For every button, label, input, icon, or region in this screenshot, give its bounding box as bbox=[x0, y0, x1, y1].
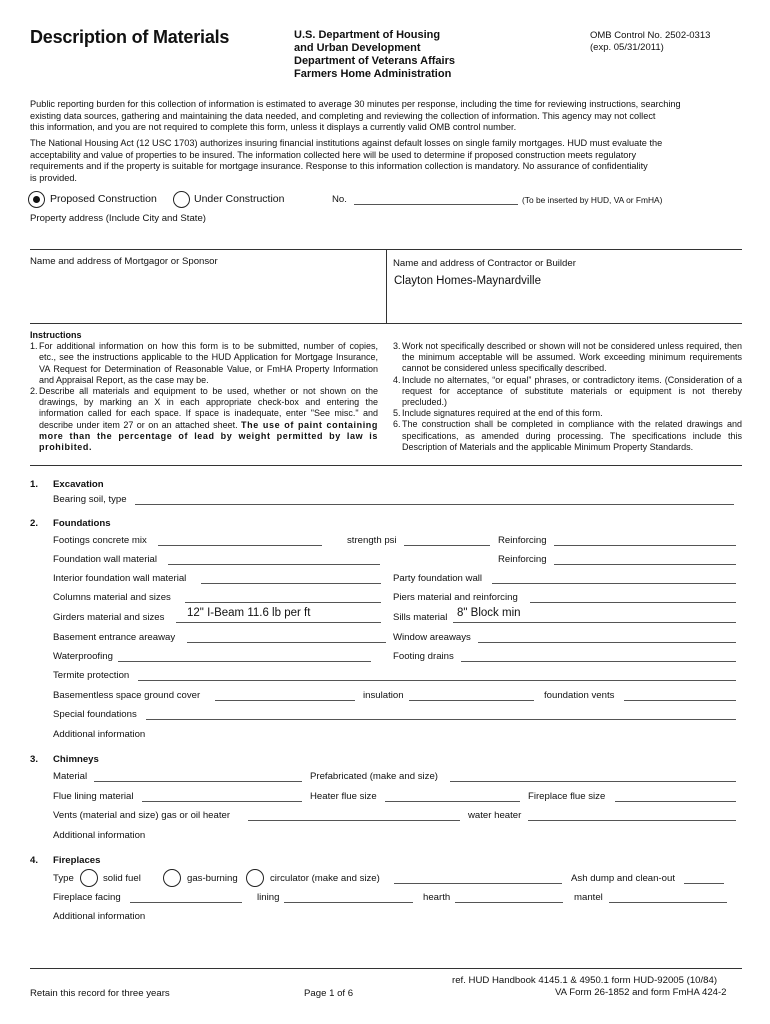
circulator-label: circulator (make and size) bbox=[270, 873, 380, 884]
chimney-material-label: Material bbox=[53, 771, 88, 782]
foundation-wall-label: Foundation wall material bbox=[53, 554, 157, 565]
burden-line: this information, and you are not required to complete this form, unless it displays a currently valid OMB control number. bbox=[30, 122, 517, 133]
instruction-item bbox=[393, 408, 742, 419]
fireplace-flue-label: Fireplace flue size bbox=[528, 791, 606, 802]
divider bbox=[30, 465, 742, 466]
agency-line: Farmers Home Administration bbox=[294, 68, 452, 80]
vents-label: Vents (material and size) gas or oil heater bbox=[53, 810, 231, 821]
case-number-hint: (To be inserted by HUD, VA or FmHA) bbox=[522, 195, 663, 205]
contractor-label: Name and address of Contractor or Builder bbox=[393, 258, 576, 269]
solid-fuel-radio[interactable] bbox=[80, 869, 98, 887]
footing-drains-field[interactable] bbox=[461, 661, 736, 662]
form-reference-2: VA Form 26-1852 and form FmHA 424-2 bbox=[555, 987, 727, 998]
instructions-left bbox=[30, 330, 378, 453]
chimney-material-field[interactable] bbox=[94, 781, 302, 782]
case-number-label: No. bbox=[332, 194, 347, 205]
instruction-item bbox=[393, 341, 742, 375]
piers-label: Piers material and reinforcing bbox=[393, 592, 518, 603]
form-title: Description of Materials bbox=[30, 27, 230, 47]
instruction-number: 1. bbox=[30, 341, 38, 352]
omb-block bbox=[590, 30, 710, 53]
water-heater-label: water heater bbox=[468, 810, 522, 821]
sills-value[interactable]: 8" Block min bbox=[457, 607, 521, 619]
proposed-construction-radio[interactable] bbox=[28, 191, 45, 208]
mantel-field[interactable] bbox=[609, 902, 727, 903]
special-foundations-field[interactable] bbox=[146, 719, 736, 720]
bearing-soil-label: Bearing soil, type bbox=[53, 494, 127, 505]
nha-line: The National Housing Act (12 USC 1703) authorizes insuring financial institutions against default losses on single family mortgages. HUD must evaluate the bbox=[30, 138, 663, 148]
heater-flue-field[interactable] bbox=[385, 801, 520, 802]
interior-wall-field[interactable] bbox=[201, 583, 381, 584]
waterproofing-label: Waterproofing bbox=[53, 651, 113, 662]
columns-field[interactable] bbox=[185, 602, 381, 603]
interior-wall-label: Interior foundation wall material bbox=[53, 573, 187, 584]
instruction-text: Describe all materials and equipment to be used, whether or not shown on the drawings, by marking an X in each appropriate check-box and entering the information called for each space. If space is inadequate, enter "See misc." and describe under item 27 or on an attached sheet. bbox=[39, 386, 378, 430]
instruction-text: For additional information on how this form is to be submitted, number of copies, etc., see the instructions applicable to the HUD Application for Mortgage Insurance, VA Request for Determination of Reasonable Value, or FmHA Property Information and Appraisal Report, as the case may be. bbox=[39, 341, 378, 385]
additional-info-label: Additional information bbox=[53, 830, 146, 841]
omb-control-number: OMB Control No. 2502-0313 bbox=[590, 30, 711, 41]
retain-notice: Retain this record for three years bbox=[30, 988, 170, 999]
additional-info-label: Additional information bbox=[53, 729, 146, 740]
instruction-item bbox=[30, 341, 378, 386]
flue-lining-label: Flue lining material bbox=[53, 791, 134, 802]
circulator-field[interactable] bbox=[394, 883, 562, 884]
section-number: 2. bbox=[30, 518, 39, 529]
hearth-field[interactable] bbox=[455, 902, 563, 903]
agency-block bbox=[294, 29, 455, 81]
termite-field[interactable] bbox=[138, 680, 736, 681]
heater-flue-label: Heater flue size bbox=[310, 791, 377, 802]
fireplace-facing-field[interactable] bbox=[130, 902, 242, 903]
page-number: Page 1 of 6 bbox=[304, 988, 354, 999]
agency-line: and Urban Development bbox=[294, 42, 421, 54]
water-heater-field[interactable] bbox=[528, 820, 736, 821]
foundation-vents-label: foundation vents bbox=[544, 690, 615, 701]
strength-field[interactable] bbox=[404, 545, 490, 546]
foundation-vents-field[interactable] bbox=[624, 700, 736, 701]
section-number: 4. bbox=[30, 855, 39, 866]
mantel-label: mantel bbox=[574, 892, 603, 903]
bearing-soil-field[interactable] bbox=[135, 504, 734, 505]
reinforcing-field[interactable] bbox=[554, 545, 736, 546]
prefabricated-field[interactable] bbox=[450, 781, 736, 782]
burden-line: Public reporting burden for this collection of information is estimated to average 30 minutes per response, including the time for reviewing instructions, searching bbox=[30, 99, 681, 109]
insulation-label: insulation bbox=[363, 690, 404, 701]
agency-line: U.S. Department of Housing bbox=[294, 29, 441, 41]
under-construction-radio[interactable] bbox=[173, 191, 190, 208]
lining-field[interactable] bbox=[284, 902, 413, 903]
instruction-item bbox=[393, 419, 742, 453]
footings-field[interactable] bbox=[158, 545, 322, 546]
property-address-label: Property address (Include City and State) bbox=[30, 213, 206, 224]
case-number-field[interactable] bbox=[354, 204, 518, 205]
section-title-excavation: Excavation bbox=[53, 479, 104, 490]
instruction-text: Work not specifically described or shown will not be considered unless required, then the minimum acceptable will be assumed. Work exceeding minimum requirements cannot be considered unless specifically described. bbox=[402, 341, 742, 374]
basement-entrance-field[interactable] bbox=[187, 642, 386, 643]
hearth-label: hearth bbox=[423, 892, 451, 903]
ash-dump-field[interactable] bbox=[684, 883, 724, 884]
reinforcing-label: Reinforcing bbox=[498, 535, 547, 546]
footer-divider bbox=[30, 968, 742, 969]
instruction-item bbox=[393, 375, 742, 409]
girders-value[interactable]: 12" I-Beam 11.6 lb per ft bbox=[187, 607, 311, 619]
instruction-text: The construction shall be completed in compliance with the related drawings and specifications, as amended during processing. The specifications include this Description of Materials and the applicable Minimum Property Standards. bbox=[402, 419, 742, 452]
instructions-heading: Instructions bbox=[30, 330, 82, 340]
additional-info-label: Additional information bbox=[53, 911, 146, 922]
window-areaways-label: Window areaways bbox=[393, 632, 471, 643]
instruction-text: Include no alternates, “or equal” phrases, or contradictory items. (Consideration of a request for acceptance of substitute materials or equipment is not thereby precluded.) bbox=[402, 374, 742, 408]
basement-entrance-label: Basement entrance areaway bbox=[53, 632, 176, 643]
section-title-foundations: Foundations bbox=[53, 518, 111, 529]
columns-label: Columns material and sizes bbox=[53, 592, 171, 603]
nha-line: requirements and if the property is suitable for mortgage insurance. Response to this information collection is mandatory. No assurance of confidentiality bbox=[30, 161, 648, 172]
instruction-number: 3. bbox=[393, 341, 401, 351]
piers-field[interactable] bbox=[530, 602, 736, 603]
flue-lining-field[interactable] bbox=[142, 801, 302, 802]
mortgagor-label: Name and address of Mortgagor or Sponsor bbox=[30, 256, 218, 267]
footing-drains-label: Footing drains bbox=[393, 651, 454, 662]
girders-label: Girders material and sizes bbox=[53, 612, 165, 623]
burden-notice bbox=[30, 99, 742, 134]
basementless-label: Basementless space ground cover bbox=[53, 690, 201, 701]
nha-line: is provided. bbox=[30, 172, 77, 183]
nha-line: acceptability and value of properties to be insured. The information collected here will be used to determine if proposed construction meets regulatory bbox=[30, 149, 637, 160]
reinforcing-2-label: Reinforcing bbox=[498, 554, 547, 565]
termite-label: Termite protection bbox=[53, 670, 130, 681]
gas-burning-label: gas-burning bbox=[187, 873, 238, 884]
instruction-number: 4. bbox=[393, 374, 401, 385]
reinforcing-2-field[interactable] bbox=[554, 564, 736, 565]
strength-label: strength psi bbox=[347, 535, 397, 546]
omb-expiration: (exp. 05/31/2011) bbox=[590, 41, 664, 53]
prefabricated-label: Prefabricated (make and size) bbox=[310, 771, 438, 782]
party-wall-label: Party foundation wall bbox=[393, 573, 483, 584]
lining-label: lining bbox=[257, 892, 280, 903]
vents-field[interactable] bbox=[248, 820, 460, 821]
section-title-chimneys: Chimneys bbox=[53, 754, 99, 765]
divider bbox=[30, 323, 742, 324]
instruction-number: 6. bbox=[393, 419, 401, 430]
fireplace-type-label: Type bbox=[53, 873, 74, 884]
contractor-value[interactable]: Clayton Homes-Maynardville bbox=[394, 275, 541, 287]
party-wall-field[interactable] bbox=[492, 583, 736, 584]
under-construction-label: Under Construction bbox=[194, 193, 285, 205]
ash-dump-label: Ash dump and clean-out bbox=[571, 873, 675, 884]
footings-label: Footings concrete mix bbox=[53, 535, 147, 546]
instructions-right bbox=[393, 341, 742, 453]
section-title-fireplaces: Fireplaces bbox=[53, 855, 101, 866]
sills-field[interactable] bbox=[453, 622, 736, 623]
fireplace-facing-label: Fireplace facing bbox=[53, 892, 121, 903]
burden-line: existing data sources, gathering and maintaining the data needed, and completing and reviewing the collection of information. This agency may not collect bbox=[30, 110, 656, 121]
agency-line: Department of Veterans Affairs bbox=[294, 55, 455, 67]
waterproofing-field[interactable] bbox=[118, 661, 371, 662]
special-foundations-label: Special foundations bbox=[53, 709, 137, 720]
insulation-field[interactable] bbox=[409, 700, 534, 701]
sills-label: Sills material bbox=[393, 612, 448, 623]
nha-notice bbox=[30, 138, 742, 184]
instruction-text: Include signatures required at the end of this form. bbox=[402, 408, 603, 419]
lead-paint-warning: The use of paint containing more than the percentage of lead by weight permitted by law is prohibited. bbox=[39, 419, 378, 453]
instruction-item bbox=[30, 386, 378, 453]
window-areaways-field[interactable] bbox=[478, 642, 736, 643]
section-number: 1. bbox=[30, 479, 39, 490]
fireplace-flue-field[interactable] bbox=[615, 801, 736, 802]
girders-field[interactable] bbox=[176, 622, 381, 623]
gas-burning-radio[interactable] bbox=[163, 869, 181, 887]
solid-fuel-label: solid fuel bbox=[103, 873, 141, 884]
foundation-wall-field[interactable] bbox=[168, 564, 380, 565]
circulator-radio[interactable] bbox=[246, 869, 264, 887]
form-reference-1: ref. HUD Handbook 4145.1 & 4950.1 form HUD-92005 (10/84) bbox=[452, 975, 718, 986]
basementless-field[interactable] bbox=[215, 700, 355, 701]
divider bbox=[386, 249, 387, 323]
section-number: 3. bbox=[30, 754, 39, 765]
instruction-number: 2. bbox=[30, 386, 38, 397]
instruction-number: 5. bbox=[393, 408, 401, 419]
proposed-construction-label: Proposed Construction bbox=[50, 193, 157, 205]
